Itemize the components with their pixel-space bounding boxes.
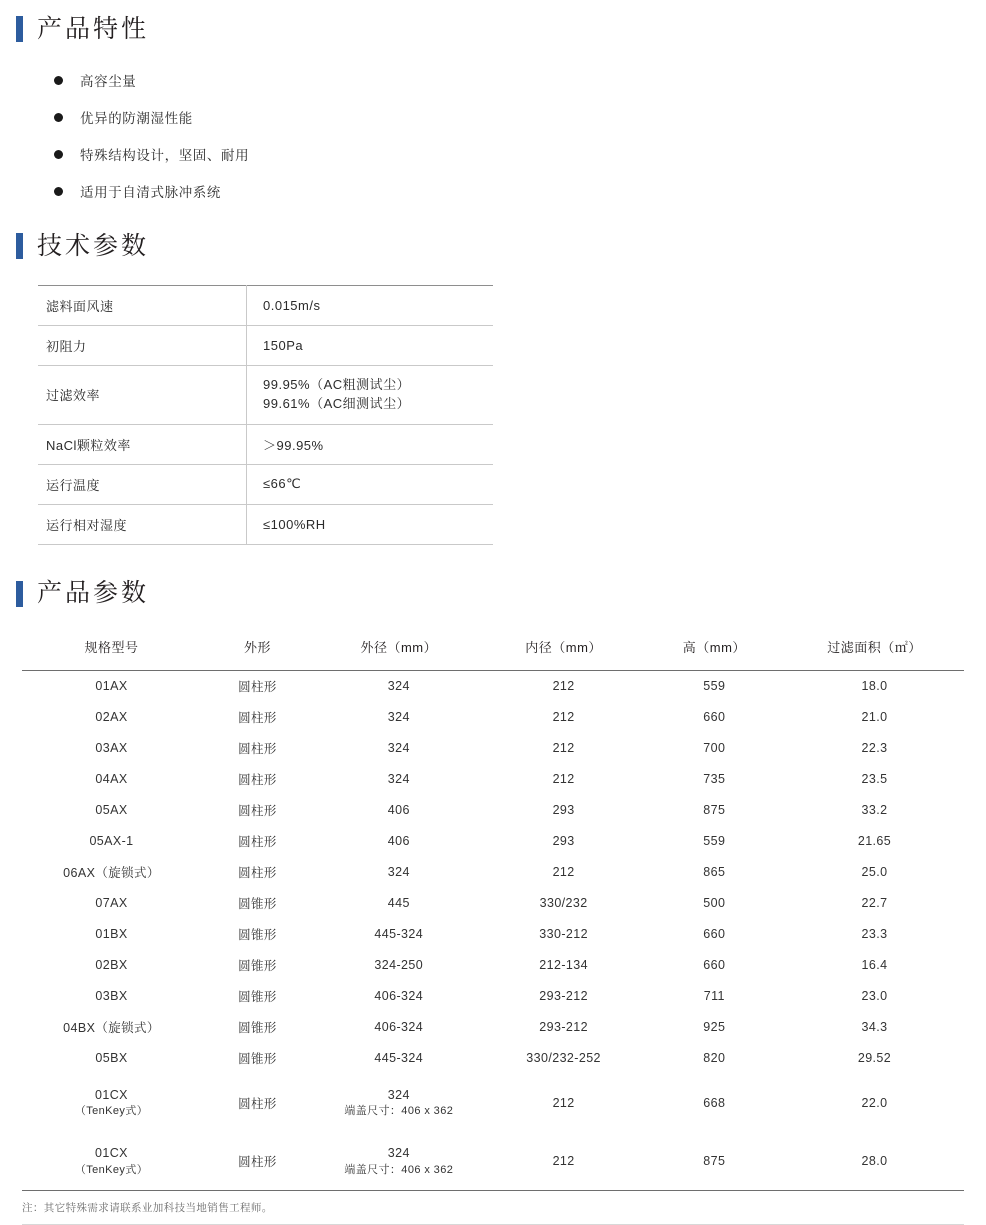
cell-model-main: 01CX <box>95 1146 128 1161</box>
cell-id: 330/232 <box>539 896 588 911</box>
cell-area: 22.0 <box>861 1095 888 1110</box>
table-row <box>22 981 964 1012</box>
bullet-icon <box>54 187 63 196</box>
cell-shape: 圆柱形 <box>238 680 277 695</box>
cell-id: 212 <box>552 1154 575 1169</box>
tech-spec-table <box>38 285 493 545</box>
tech-value: ≤66℃ <box>247 464 494 504</box>
params-title: 产品参数 <box>37 579 150 608</box>
table-row <box>22 795 964 826</box>
tech-value: ＞99.95% <box>247 424 494 464</box>
cell-area: 21.65 <box>857 834 892 849</box>
cell-shape: 圆锥形 <box>238 1052 277 1067</box>
tech-key: NaCl颗粒效率 <box>46 437 131 453</box>
features-list <box>54 70 970 201</box>
tech-key: 运行相对湿度 <box>46 517 128 533</box>
tech-key: 运行温度 <box>46 477 101 493</box>
cell-model: 03BX <box>95 989 128 1004</box>
tech-key: 初阻力 <box>46 339 87 354</box>
cell-od <box>314 1074 484 1132</box>
features-title: 产品特性 <box>37 14 150 43</box>
cell-shape: 圆柱形 <box>238 835 277 850</box>
cell-height: 925 <box>703 1020 726 1035</box>
cell-shape: 圆柱形 <box>238 804 277 819</box>
table-body <box>22 670 964 1191</box>
cell-height: 660 <box>703 710 726 725</box>
col-header-od: 外径（mm） <box>360 639 438 655</box>
tech-value: ≤100%RH <box>247 504 494 544</box>
feature-text: 优异的防潮湿性能 <box>80 111 193 126</box>
table-row <box>22 919 964 950</box>
cell-area: 23.0 <box>861 989 888 1004</box>
table-row <box>22 1074 964 1132</box>
cell-id: 212 <box>552 1095 575 1110</box>
table-footnote: 注：其它特殊需求请联系业加科技当地销售工程师。 <box>22 1200 964 1225</box>
cell-model: 02BX <box>95 958 128 973</box>
document-page <box>0 14 986 1215</box>
cell-model: 05AX-1 <box>89 834 134 849</box>
cell-area: 21.0 <box>861 710 888 725</box>
col-header-id: 内径（mm） <box>525 639 602 655</box>
cell-id: 212 <box>552 679 575 694</box>
tech-title: 技术参数 <box>37 231 150 260</box>
cell-shape: 圆柱形 <box>238 1096 277 1111</box>
tech-value: 150Pa <box>247 326 494 366</box>
cell-height: 820 <box>703 1051 726 1066</box>
cell-od: 324 <box>387 741 410 756</box>
cell-od-sub: 端盖尺寸：406 x 362 <box>344 1163 454 1176</box>
cell-id: 293-212 <box>539 1020 588 1035</box>
cell-id: 212 <box>552 772 575 787</box>
table-row <box>22 670 964 702</box>
accent-bar-icon <box>16 16 23 42</box>
cell-model: 04AX <box>95 772 128 787</box>
cell-shape: 圆锥形 <box>238 1021 277 1036</box>
cell-od: 445 <box>387 896 410 911</box>
product-params-table <box>22 631 964 1192</box>
cell-area: 18.0 <box>861 679 888 694</box>
cell-od: 445-324 <box>374 1051 424 1066</box>
cell-height: 559 <box>703 679 726 694</box>
tech-key: 过滤效率 <box>46 388 101 404</box>
cell-shape: 圆柱形 <box>238 1155 277 1170</box>
tech-value <box>247 366 494 425</box>
cell-model: 04BX（旋锁式） <box>63 1021 160 1036</box>
cell-height: 875 <box>703 1154 726 1169</box>
cell-id: 212 <box>552 865 575 880</box>
table-row <box>38 286 493 326</box>
cell-area: 29.52 <box>857 1051 892 1066</box>
tech-value-line1: 99.95%（AC粗测试尘） <box>263 377 411 392</box>
table-row <box>22 1043 964 1074</box>
cell-shape: 圆锥形 <box>238 897 277 912</box>
cell-area: 22.3 <box>861 741 888 756</box>
cell-shape: 圆柱形 <box>238 773 277 788</box>
section-header-params <box>16 581 970 607</box>
table-row <box>22 1132 964 1191</box>
cell-od <box>314 1132 484 1191</box>
cell-od: 324 <box>387 710 410 725</box>
list-item <box>54 107 970 127</box>
cell-id: 293 <box>552 834 575 849</box>
table-row <box>38 504 493 544</box>
cell-height: 700 <box>703 741 726 756</box>
list-item <box>54 144 970 164</box>
cell-od: 324 <box>387 865 410 880</box>
cell-model: 06AX（旋锁式） <box>63 866 160 881</box>
tech-value: 0.015m/s <box>247 286 494 326</box>
cell-area: 33.2 <box>861 803 888 818</box>
cell-area: 28.0 <box>861 1154 888 1169</box>
section-header-features <box>16 16 970 42</box>
cell-od: 406-324 <box>374 989 424 1004</box>
bullet-icon <box>54 76 63 85</box>
table-row <box>22 733 964 764</box>
cell-height: 711 <box>703 989 725 1004</box>
tech-table-wrapper <box>38 285 493 545</box>
col-header-shape: 外形 <box>243 639 271 655</box>
cell-height: 865 <box>703 865 726 880</box>
cell-model-sub: （TenKey式） <box>74 1105 149 1118</box>
cell-height: 875 <box>703 803 726 818</box>
table-row <box>22 764 964 795</box>
cell-od: 406 <box>387 803 410 818</box>
cell-height: 660 <box>703 927 726 942</box>
table-row <box>22 826 964 857</box>
table-header-row <box>22 631 964 671</box>
cell-od: 324-250 <box>374 958 424 973</box>
table-row <box>22 888 964 919</box>
cell-od-sub: 端盖尺寸：406 x 362 <box>344 1105 454 1118</box>
table-row <box>22 857 964 888</box>
cell-height: 559 <box>703 834 726 849</box>
tech-value-line2: 99.61%（AC细测试尘） <box>263 395 411 411</box>
accent-bar-icon <box>16 233 23 259</box>
cell-height: 735 <box>703 772 726 787</box>
cell-id: 293 <box>552 803 575 818</box>
cell-id: 293-212 <box>539 989 588 1004</box>
list-item <box>54 181 970 201</box>
cell-area: 16.4 <box>861 958 888 973</box>
tech-key: 滤料面风速 <box>46 299 114 314</box>
col-header-height: 高（mm） <box>682 639 746 655</box>
cell-model: 07AX <box>95 896 128 911</box>
cell-shape: 圆柱形 <box>238 711 277 726</box>
table-row <box>38 326 493 366</box>
cell-model: 01AX <box>95 679 128 694</box>
cell-od: 324 <box>387 772 410 787</box>
cell-id: 212-134 <box>539 958 588 973</box>
feature-text: 特殊结构设计，坚固、耐用 <box>80 148 250 163</box>
section-header-tech <box>16 233 970 259</box>
feature-text: 适用于自清式脉冲系统 <box>80 185 221 200</box>
cell-shape: 圆锥形 <box>238 990 277 1005</box>
cell-area: 23.5 <box>861 772 888 787</box>
table-row <box>38 424 493 464</box>
cell-height: 660 <box>703 958 726 973</box>
cell-model <box>22 1074 201 1132</box>
col-header-model: 规格型号 <box>84 639 139 655</box>
cell-height: 668 <box>703 1095 726 1110</box>
list-item <box>54 70 970 90</box>
table-row <box>22 1012 964 1043</box>
cell-od: 324 <box>387 679 410 694</box>
cell-model-sub: （TenKey式） <box>74 1163 149 1176</box>
cell-shape: 圆柱形 <box>238 866 277 881</box>
table-row <box>38 366 493 425</box>
cell-model <box>22 1132 201 1191</box>
cell-height: 500 <box>703 896 726 911</box>
cell-od-main: 324 <box>387 1087 410 1102</box>
cell-model: 05AX <box>95 803 128 818</box>
cell-id: 212 <box>552 741 575 756</box>
bullet-icon <box>54 113 63 122</box>
cell-area: 23.3 <box>861 927 888 942</box>
cell-od-main: 324 <box>387 1146 410 1161</box>
cell-model: 01BX <box>95 927 128 942</box>
cell-area: 22.7 <box>861 896 888 911</box>
params-table-wrapper <box>22 631 964 1192</box>
bullet-icon <box>54 150 63 159</box>
table-row <box>22 950 964 981</box>
cell-model: 02AX <box>95 710 128 725</box>
cell-id: 212 <box>552 710 575 725</box>
table-row <box>22 702 964 733</box>
table-header <box>22 631 964 671</box>
cell-od: 445-324 <box>374 927 424 942</box>
cell-model: 03AX <box>95 741 128 756</box>
cell-id: 330/232-252 <box>526 1051 601 1066</box>
feature-text: 高容尘量 <box>80 74 137 89</box>
cell-od: 406-324 <box>374 1020 424 1035</box>
accent-bar-icon <box>16 581 23 607</box>
cell-shape: 圆柱形 <box>238 742 277 757</box>
cell-model-main: 01CX <box>95 1087 128 1102</box>
cell-model: 05BX <box>95 1051 128 1066</box>
cell-area: 25.0 <box>861 865 888 880</box>
cell-shape: 圆锥形 <box>238 928 277 943</box>
table-row <box>38 464 493 504</box>
col-header-area: 过滤面积（㎡） <box>827 639 922 655</box>
cell-id: 330-212 <box>539 927 588 942</box>
cell-shape: 圆锥形 <box>238 959 277 974</box>
cell-od: 406 <box>387 834 410 849</box>
cell-area: 34.3 <box>861 1020 888 1035</box>
